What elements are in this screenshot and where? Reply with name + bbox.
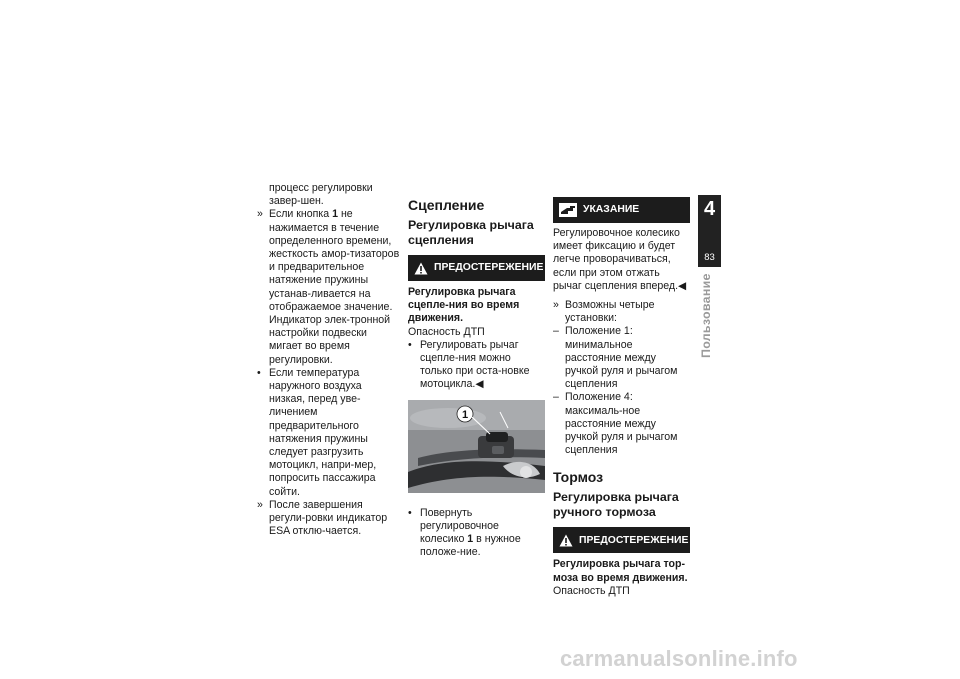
result-item-text: Возможны четыре установки:: [565, 299, 655, 325]
warning-triangle-icon: [559, 534, 573, 547]
warning-triangle-icon: [414, 262, 428, 275]
warning-title: Регулировка рычага тор-моза во время движения.: [553, 558, 688, 584]
column-1-list: [257, 208, 400, 538]
warning-banner-label: ПРЕДОСТЕРЕЖЕНИЕ: [434, 262, 544, 274]
subsection-title-clutch-lever: Регулировка рычага сцепления: [408, 218, 534, 247]
column-2: [408, 197, 545, 560]
warning-item: [408, 339, 545, 392]
warning-danger: Опасность ДТП: [408, 325, 485, 338]
list-item-text: Если температура наружного воздуха низкая, перед уве-личением предварительного натяжения пружины следует разгрузить мотоцикл, напри-мер, попросить пассажира сойти.: [269, 366, 377, 498]
column-3: [553, 197, 690, 598]
position-item: [553, 325, 690, 391]
warning-item-text: Регулировать рычаг сцепле-ния можно только при оста-новке мотоцикла.◀: [420, 338, 530, 391]
warning-banner: [408, 255, 545, 281]
list-item-text: Если кнопка 1 не нажимается в течение определенного времени, жесткость амор-тизаторов и предварительное натяжение пружины устанав-ливается на отображаемое значение. Индикатор элек-тронной настройки подвески мигает во время регулировки.: [269, 208, 400, 366]
note-banner: [553, 197, 690, 223]
note-text: Регулировочное колесико имеет фиксацию и будет легче проворачиваться, если при этом отжать рычаг сцепления вперед.◀: [553, 227, 687, 292]
reference-number: 1: [467, 533, 474, 546]
position-item: [553, 391, 690, 457]
list-item: [257, 367, 400, 499]
result-marker: »: [257, 208, 263, 221]
continuation-text: процесс регулировки завер-шен.: [269, 182, 373, 208]
list-item-text: После завершения регули-ровки индикатор ESA отклю-чается.: [269, 498, 388, 538]
chapter-number: 4: [703, 198, 716, 220]
page-number: 83: [704, 252, 715, 263]
result-marker: »: [553, 299, 559, 312]
list-item: [257, 499, 400, 539]
dash-marker: –: [553, 325, 559, 338]
note-banner-label: УКАЗАНИЕ: [583, 204, 640, 216]
section-title-brake: Тормоз: [553, 469, 604, 486]
bullet-marker: •: [408, 506, 412, 519]
watermark: carmanualsonline.info: [560, 646, 798, 671]
section-title-clutch: Сцепление: [408, 197, 485, 213]
warning-title: Регулировка рычага сцепле-ния во время движения.: [408, 286, 520, 325]
warning-banner-label: ПРЕДОСТЕРЕЖЕНИЕ: [579, 534, 689, 546]
position-item-text: Положение 1: минимальное расстояние между ручкой руля и рычагом сцепления: [565, 325, 678, 391]
reference-number: 1: [332, 208, 339, 221]
list-item: [257, 208, 400, 366]
clutch-adjuster-photo: [408, 400, 545, 497]
step-item-text: Повернуть регулировочное колесико 1 в нужное положе-ние.: [420, 506, 521, 559]
subsection-title-brake-lever: Регулировка рычага ручного тормоза: [553, 490, 679, 519]
photo-callout-number: 1: [461, 408, 469, 421]
warning-danger: Опасность ДТП: [553, 584, 630, 597]
position-item-text: Положение 4: максималь-ное расстояние между ручкой руля и рычагом сцепления: [565, 391, 678, 457]
chapter-label: Пользование: [699, 273, 713, 358]
result-marker: »: [257, 498, 263, 511]
column-1: [257, 182, 400, 538]
clutch-adjuster-photo-image: [408, 400, 545, 493]
note-hand-icon: [559, 203, 577, 217]
bullet-marker: •: [257, 366, 261, 379]
warning-banner: [553, 527, 690, 553]
dash-marker: –: [553, 391, 559, 404]
step-item: [408, 507, 545, 560]
bullet-marker: •: [408, 338, 412, 351]
result-item: [553, 299, 690, 325]
